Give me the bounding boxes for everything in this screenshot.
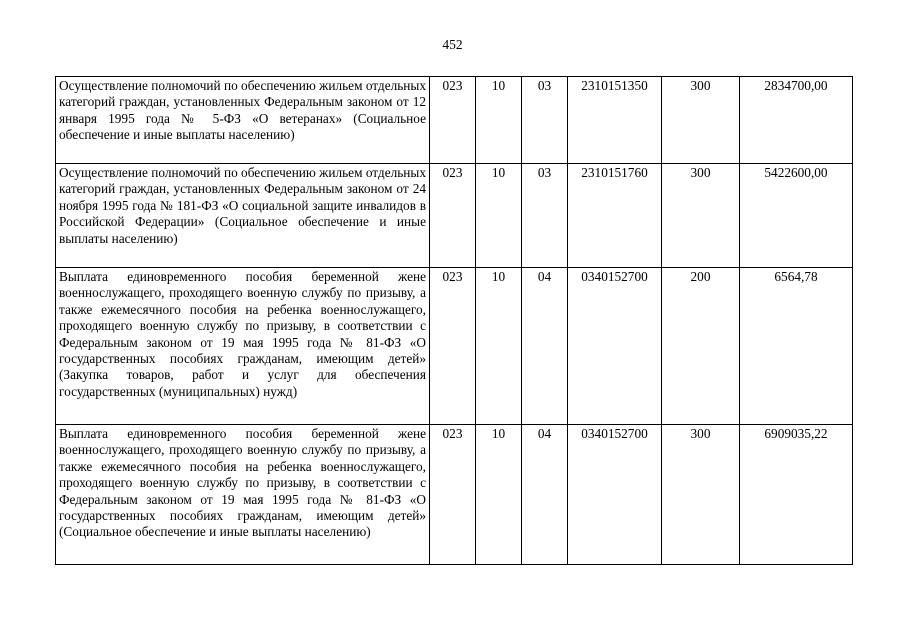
row-grbs-code: 023 [430, 164, 476, 268]
row-amount: 2834700,00 [740, 77, 853, 164]
row-amount: 5422600,00 [740, 164, 853, 268]
row-target-article-code: 2310151350 [568, 77, 662, 164]
row-section-code: 10 [476, 425, 522, 565]
budget-table [55, 76, 853, 565]
table-row [56, 77, 853, 164]
row-section-code: 10 [476, 77, 522, 164]
row-expense-type-code: 200 [662, 268, 740, 425]
row-description: Осуществление полномочий по обеспечению жильем отдельных категорий граждан, установленных Федеральным законом от 24 ноября 1995 года № 181-ФЗ «О социальной защите инвалидов в Российской Федерации» (Социальное обеспечение и иные выплаты населению) [56, 164, 430, 268]
row-subsection-code: 04 [522, 425, 568, 565]
row-section-code: 10 [476, 268, 522, 425]
row-expense-type-code: 300 [662, 164, 740, 268]
table-row [56, 164, 853, 268]
page-number: 452 [442, 37, 463, 52]
row-grbs-code: 023 [430, 77, 476, 164]
row-expense-type-code: 300 [662, 77, 740, 164]
row-target-article-code: 0340152700 [568, 425, 662, 565]
row-description: Выплата единовременного пособия беременной жене военнослужащего, проходящего военную службу по призыву, а также ежемесячного пособия на ребенка военнослужащего, проходящего военную службу по призыву, в соответствии с Федеральным законом от 19 мая 1995 года № 81-ФЗ «О государственных пособиях гражданам, имеющим детей» (Закупка товаров, работ и услуг для обеспечения государственных (муниципальных) нужд) [56, 268, 430, 425]
row-section-code: 10 [476, 164, 522, 268]
row-grbs-code: 023 [430, 268, 476, 425]
row-subsection-code: 04 [522, 268, 568, 425]
row-grbs-code: 023 [430, 425, 476, 565]
table-row [56, 425, 853, 565]
table-row [56, 268, 853, 425]
row-subsection-code: 03 [522, 164, 568, 268]
row-expense-type-code: 300 [662, 425, 740, 565]
row-target-article-code: 0340152700 [568, 268, 662, 425]
row-description: Осуществление полномочий по обеспечению жильем отдельных категорий граждан, установленных Федеральным законом от 12 января 1995 года № 5-ФЗ «О ветеранах» (Социальное обеспечение и иные выплаты населению) [56, 77, 430, 164]
row-subsection-code: 03 [522, 77, 568, 164]
row-target-article-code: 2310151760 [568, 164, 662, 268]
row-amount: 6564,78 [740, 268, 853, 425]
row-amount: 6909035,22 [740, 425, 853, 565]
row-description: Выплата единовременного пособия беременной жене военнослужащего, проходящего военную службу по призыву, а также ежемесячного пособия на ребенка военнослужащего, проходящего военную службу по призыву, в соответствии с Федеральным законом от 19 мая 1995 года № 81-ФЗ «О государственных пособиях гражданам, имеющим детей» (Социальное обеспечение и иные выплаты населению) [56, 425, 430, 565]
